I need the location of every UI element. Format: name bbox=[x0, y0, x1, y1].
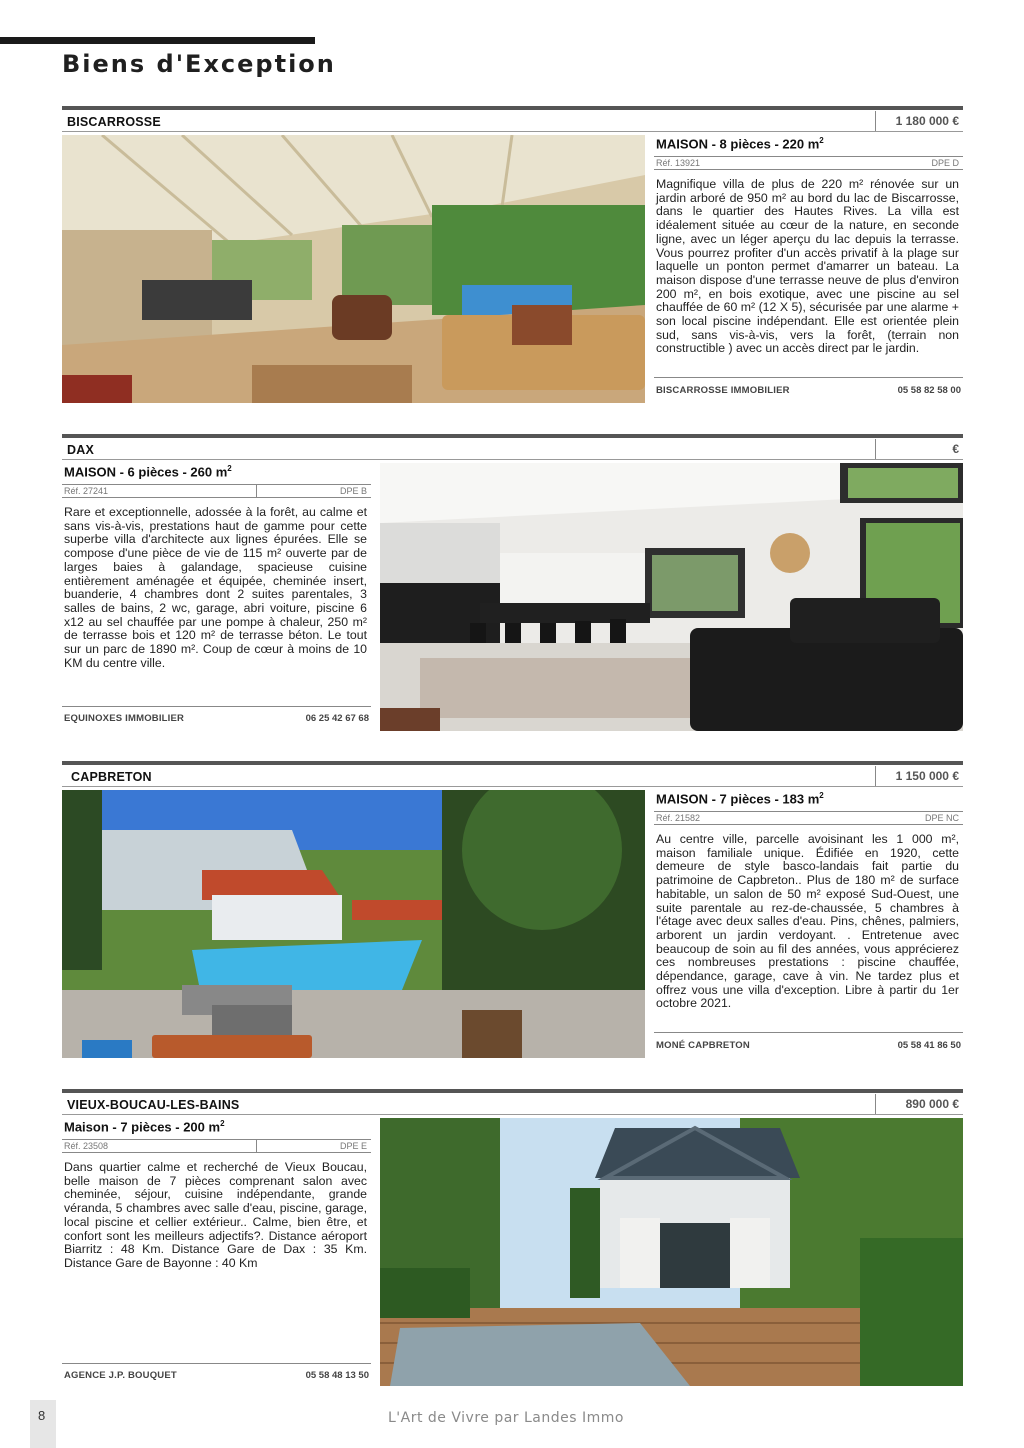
listing-info bbox=[62, 464, 371, 732]
listing-top-rule bbox=[62, 106, 963, 110]
listing-dax bbox=[62, 434, 963, 734]
listing-vieux-boucau bbox=[62, 1089, 963, 1389]
listing-price: 890 000 € bbox=[875, 1094, 963, 1114]
listing-price: € bbox=[875, 439, 963, 459]
divider bbox=[654, 1032, 963, 1033]
property-description: Au centre ville, parcelle avoisinant les 1 000 m², maison familiale unique. Édifiée en 1920, cette demeure de style basco-landais fait partie du patrimoine de Capbreton.. Plus de 180 m² de surface habitable, un salon de 50 m² exposé Sud-Ouest, une suite parentale au rez-de-chaussée, 5 chambres à l'étage avec deux salles d'eau. Pins, chênes, palmiers, arborent un jardin verdoyant. . Entretenue avec beaucoup de soin au fil des années, vous apprécierez ces nombreuses prestations : piscine chauffée, dépendance, garage, cave à vin. Ne tardez plus et offrez vous une villa d'exception. Libre à partir du 1er octobre 2021. bbox=[656, 832, 959, 1011]
property-type: MAISON - 6 pièces - 260 $m^2$ bbox=[64, 464, 232, 480]
agency-name: BISCARROSSE IMMOBILIER bbox=[656, 385, 790, 396]
divider bbox=[62, 1114, 963, 1115]
reference-row bbox=[62, 1139, 371, 1153]
listing-price: 1 150 000 € bbox=[875, 766, 963, 786]
listing-top-rule bbox=[62, 761, 963, 765]
listing-city: DAX bbox=[67, 443, 94, 457]
divider bbox=[256, 485, 257, 497]
divider bbox=[62, 459, 963, 460]
listing-photo-house-facade bbox=[380, 1118, 963, 1386]
page-number: 8 bbox=[38, 1408, 46, 1423]
property-type: MAISON - 7 pièces - 183 $m^2$ bbox=[656, 791, 824, 807]
property-description: Magnifique villa de plus de 220 m² rénovée sur un jardin arboré de 950 m² au bord du lac de Biscarrosse, dans le quartier des Hautes Rives. La villa est idéalement située au cœur de la nature, en seconde ligne, avec un léger aperçu du lac depuis la terrasse. Vous pourrez profiter d'un accès privatif à la plage sur laquelle un ponton permet d'amarrer un bateau. La maison dispose d'une terrasse neuve de plus d'environ 200 m², en bois exotique, avec une piscine au sel chauffée de 60 m² (12 X 5), sécurisée par une alarme + son local piscine indépendant. Elle est orientée plein sud, sans vis-à-vis, vers la forêt, (terrain non constructible ) avec un accès direct par le jardin. bbox=[656, 177, 959, 356]
agency-name: AGENCE J.P. BOUQUET bbox=[64, 1370, 177, 1381]
agency-phone: 05 58 48 13 50 bbox=[305, 1370, 369, 1381]
listing-info bbox=[62, 1119, 371, 1387]
reference-number: Réf. 13921 bbox=[656, 158, 701, 168]
listing-photo-living-room bbox=[380, 463, 963, 731]
agency-phone: 05 58 41 86 50 bbox=[897, 1040, 961, 1051]
property-description: Dans quartier calme et recherché de Vieux Boucau, belle maison de 7 pièces comprenant salon avec cheminée, séjour, cuisine indépendante, grande véranda, 5 chambres avec salle d'eau, piscine, garage, local piscine et cellier extérieur.. Calme, bien être, et confort sont les meilleurs adjectifs?. Distance aéroport Biarritz : 48 Km. Distance Gare de Dax : 35 Km. Distance Gare de Bayonne : 40 Km bbox=[64, 1160, 367, 1270]
property-description: Rare et exceptionnelle, adossée à la forêt, au calme et sans vis-à-vis, prestations haut de gamme pour cette superbe villa d'architecte aux lignes épurées. Elle se compose d'une pièce de vie de 115 m² ouverte par de larges baies à galandage, spacieuse cuisine entièrement aménagée et équipée, cheminée insert, buanderie, 4 chambres dont 2 suites parentales, 3 salles de bains, 2 wc, garage, abri voiture, piscine 6 x12 au sel chauffée par une pompe à chaleur, 250 m² de terrasse bois et 120 m² de terrasse béton. Le tout sur un parc de 1890 m². Coup de cœur à moins de 10 KM du centre ville. bbox=[64, 505, 367, 670]
agency-name: MONÉ CAPBRETON bbox=[656, 1040, 750, 1051]
listing-price: 1 180 000 € bbox=[875, 111, 963, 131]
listing-city: VIEUX-BOUCAU-LES-BAINS bbox=[67, 1098, 240, 1112]
divider bbox=[62, 786, 963, 787]
dpe-rating: DPE NC bbox=[924, 813, 959, 823]
reference-row bbox=[654, 156, 963, 170]
listing-capbreton bbox=[62, 761, 963, 1061]
reference-number: Réf. 23508 bbox=[64, 1141, 109, 1151]
divider bbox=[62, 706, 371, 707]
listing-top-rule bbox=[62, 434, 963, 438]
listing-info bbox=[654, 136, 963, 404]
property-type: MAISON - 8 pièces - 220 $m^2$ bbox=[656, 136, 824, 152]
listing-city: CAPBRETON bbox=[71, 770, 152, 784]
listing-info bbox=[654, 791, 963, 1059]
reference-number: Réf. 21582 bbox=[656, 813, 701, 823]
listing-photo-garden-pool bbox=[62, 790, 645, 1058]
agency-phone: 05 58 82 58 00 bbox=[897, 385, 961, 396]
page-title: Biens d'Exception bbox=[62, 50, 336, 78]
agency-name: EQUINOXES IMMOBILIER bbox=[64, 713, 185, 724]
reference-number: Réf. 27241 bbox=[64, 486, 109, 496]
top-accent-bar bbox=[0, 37, 315, 44]
divider bbox=[654, 377, 963, 378]
dpe-rating: DPE B bbox=[339, 486, 367, 496]
listing-top-rule bbox=[62, 1089, 963, 1093]
property-type: Maison - 7 pièces - 200 $m^2$ bbox=[64, 1119, 225, 1135]
divider bbox=[256, 1140, 257, 1152]
divider bbox=[62, 1363, 371, 1364]
dpe-rating: DPE D bbox=[931, 158, 959, 168]
reference-row bbox=[654, 811, 963, 825]
reference-row bbox=[62, 484, 371, 498]
divider bbox=[62, 131, 963, 132]
listing-city: BISCARROSSE bbox=[67, 115, 161, 129]
agency-phone: 06 25 42 67 68 bbox=[305, 713, 369, 724]
footer-tagline: L'Art de Vivre par Landes Immo bbox=[388, 1410, 624, 1426]
dpe-rating: DPE E bbox=[339, 1141, 367, 1151]
listing-biscarrosse bbox=[62, 106, 963, 406]
listing-photo-veranda bbox=[62, 135, 645, 403]
